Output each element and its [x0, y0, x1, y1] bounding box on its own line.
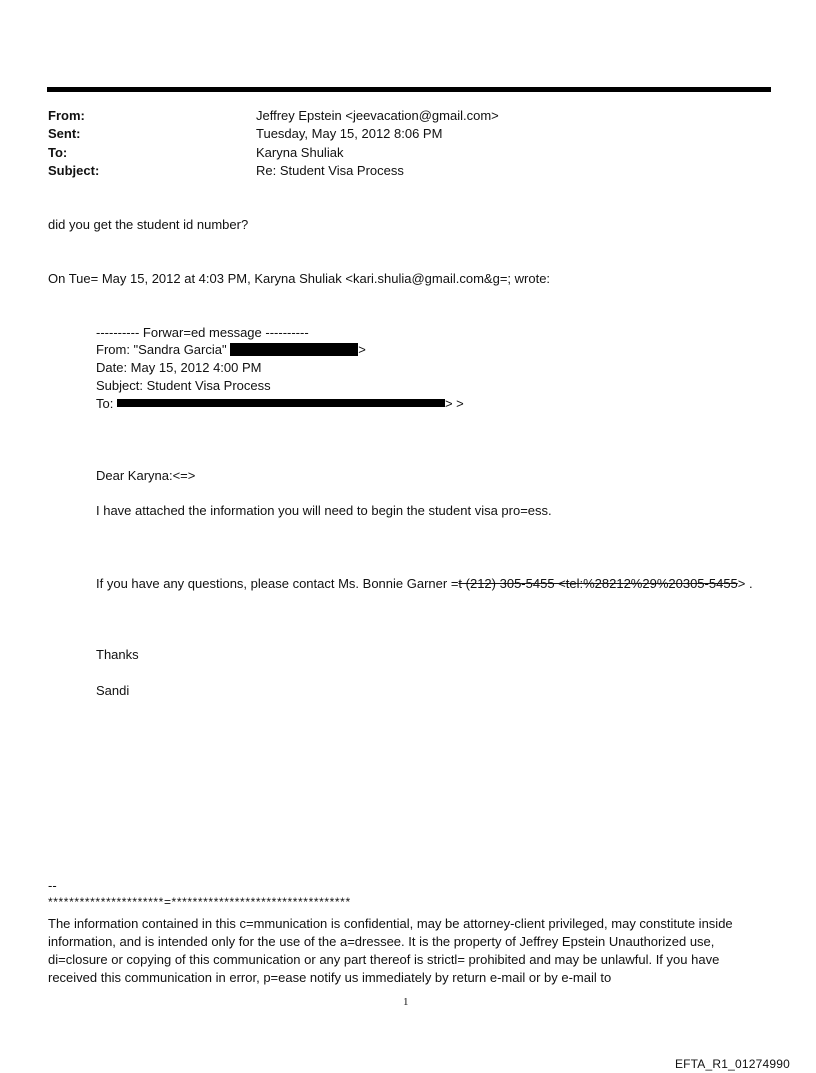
forwarded-date: Date: May 15, 2012 4:00 PM	[96, 360, 262, 375]
to-label: To:	[48, 145, 68, 160]
paragraph-1: I have attached the information you will need to begin the student visa pro=ess.	[96, 503, 552, 518]
forwarded-from-line	[96, 342, 366, 357]
to-value: Karyna Shuliak	[256, 145, 344, 160]
stars-separator: **********************=**********************************	[48, 895, 351, 909]
greeting: Dear Karyna:<=>	[96, 468, 196, 483]
struck-phone: t (212) 305-5455 <tel:%28212%29%20305-5455	[458, 576, 738, 591]
from-label: From:	[48, 108, 85, 123]
quote-intro: On Tue= May 15, 2012 at 4:03 PM, Karyna Shuliak <kari.shulia@gmail.com&g=; wrote:	[48, 271, 551, 286]
subject-value: Re: Student Visa Process	[256, 163, 404, 178]
forwarded-to-suffix: > >	[444, 396, 464, 411]
page-number: 1	[403, 996, 409, 1008]
paragraph-2	[96, 576, 753, 591]
signature: Sandi	[96, 683, 130, 698]
paragraph-2-prefix: If you have any questions, please contact Ms. Bonnie Garner =	[96, 576, 459, 591]
forwarded-from-prefix: From: "Sandra Garcia"	[96, 342, 231, 357]
signature-dash: --	[48, 878, 57, 893]
redaction-block	[117, 399, 445, 407]
forwarded-subject: Subject: Student Visa Process	[96, 378, 271, 393]
forwarded-divider: ---------- Forwar=ed message ----------	[96, 325, 309, 340]
reply-text: did you get the student id number?	[48, 217, 249, 232]
forwarded-to-prefix: To:	[96, 396, 117, 411]
forwarded-from-suffix: >	[358, 342, 366, 357]
header-rule	[47, 87, 771, 92]
sent-value: Tuesday, May 15, 2012 8:06 PM	[256, 126, 443, 141]
paragraph-2-suffix: > .	[737, 576, 753, 591]
from-value: Jeffrey Epstein <jeevacation@gmail.com>	[256, 108, 499, 123]
forwarded-to-line	[96, 396, 464, 411]
disclaimer-text: The information contained in this c=mmunication is confidential, may be attorney-client privileged, may constitute inside information, and is intended only for the use of the a=dressee. It is the property of Jeffrey Epstein Unauthorized use, di=closure or copying of this communication or any part thereof is strictl= prohibited and may be unlawful. If you have received this communication in error, p=ease notify us immediately by return e-mail or by e-mail to	[48, 916, 733, 985]
document-id: EFTA_R1_01274990	[674, 1057, 790, 1071]
subject-label: Subject:	[48, 163, 100, 178]
thanks: Thanks	[96, 647, 139, 662]
redaction-block	[230, 343, 358, 356]
sent-label: Sent:	[48, 126, 81, 141]
